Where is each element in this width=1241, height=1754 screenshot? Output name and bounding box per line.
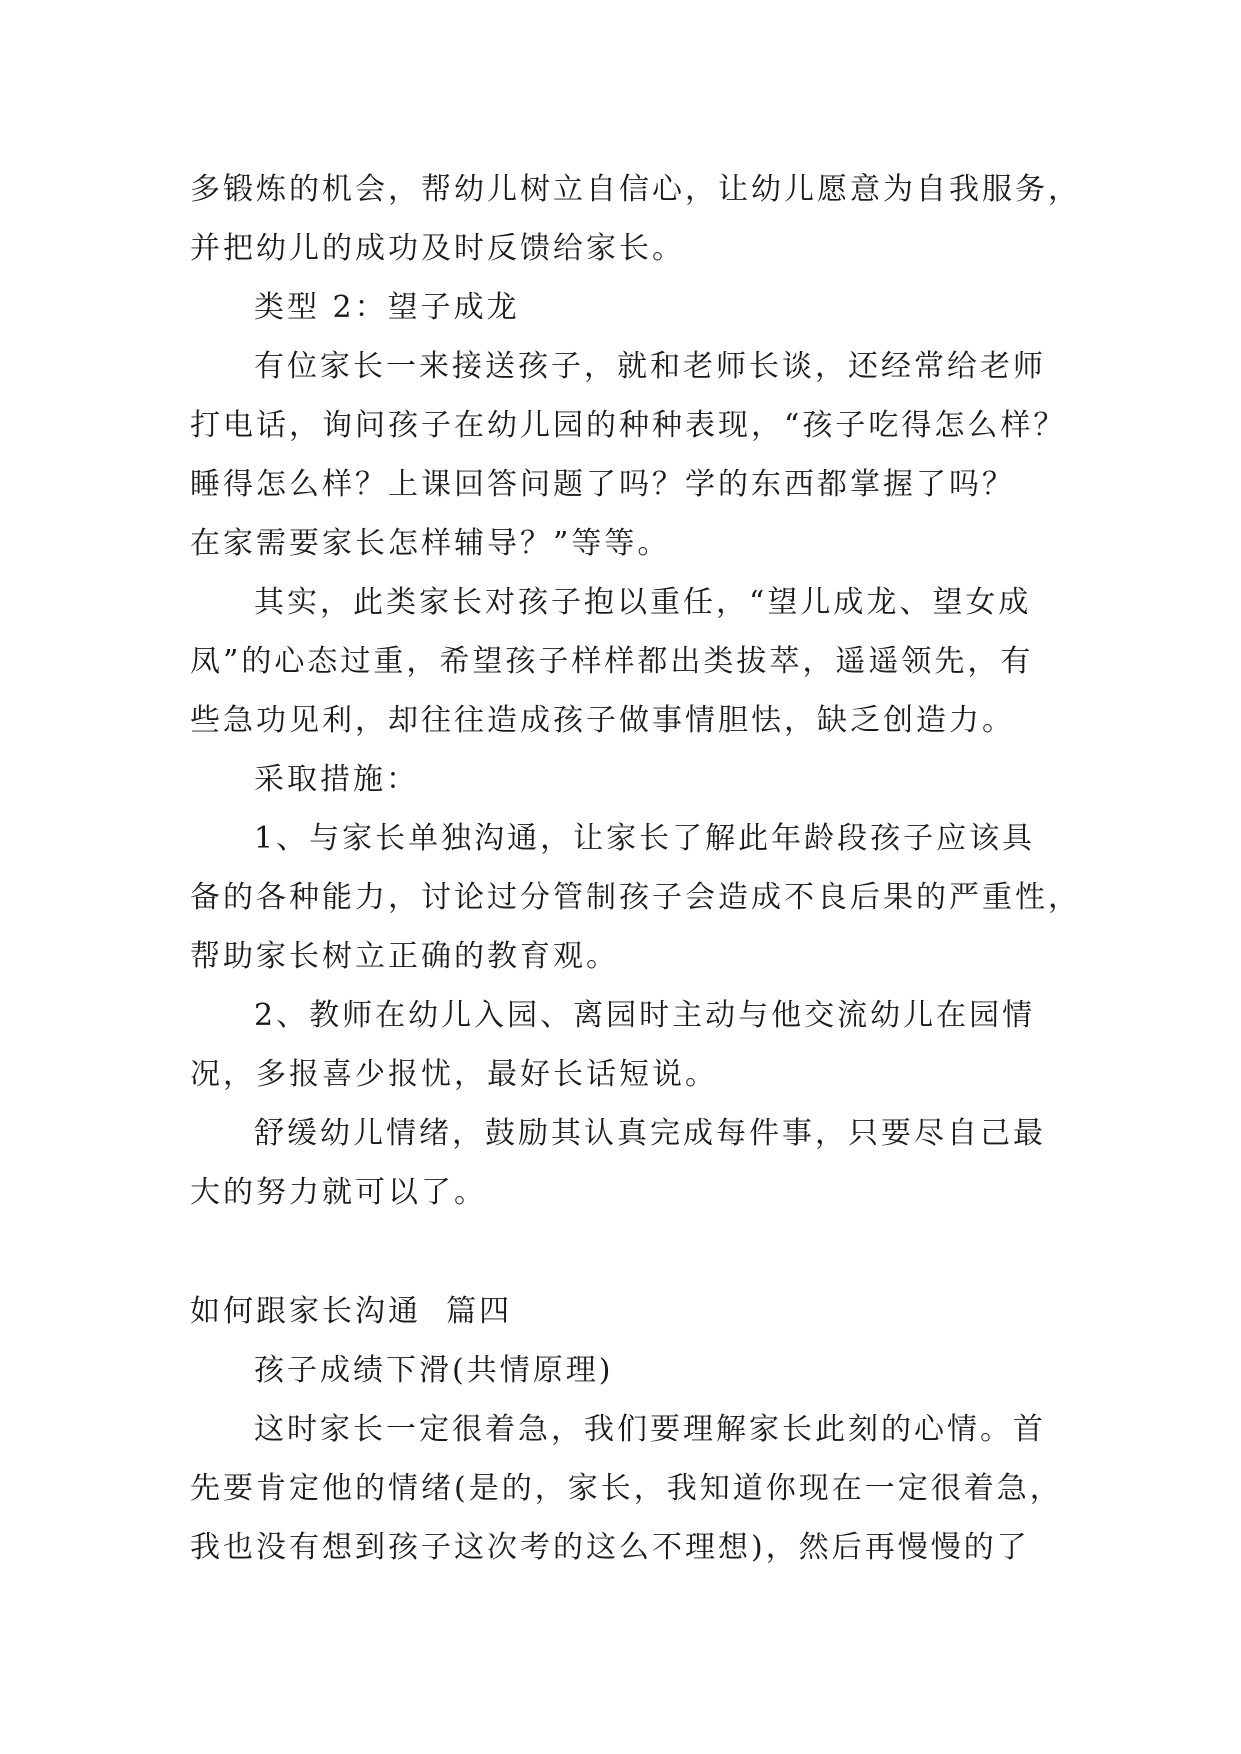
text-line: 1、与家长单独沟通，让家长了解此年龄段孩子应该具 [254,821,1036,856]
text-line: 其实，此类家长对孩子抱以重任，“望儿成龙、望女成 [254,585,1032,620]
text-line: 在家需要家长怎样辅导？”等等。 [190,526,671,561]
text-line: 帮助家长树立正确的教育观。 [190,939,619,974]
text-line: 这时家长一定很着急，我们要理解家长此刻的心情。首 [254,1412,1046,1447]
text-line: 有位家长一来接送孩子，就和老师长谈，还经常给老师 [254,349,1046,384]
text-line: 打电话，询问孩子在幼儿园的种种表现，“孩子吃得怎么样？ [190,408,1067,443]
text-line: 大的努力就可以了。 [190,1175,487,1210]
text-line: 我也没有想到孩子这次考的这么不理想)，然后再慢慢的了 [190,1530,1030,1565]
type-heading: 类型 2：望子成龙 [254,290,520,325]
measures-heading: 采取措施： [254,762,419,797]
text-line: 舒缓幼儿情绪，鼓励其认真完成每件事，只要尽自己最 [254,1116,1046,1151]
text-line: 2、教师在幼儿入园、离园时主动与他交流幼儿在园情 [254,998,1036,1033]
section-spacer [190,1222,1050,1282]
text-line: 备的各种能力，讨论过分管制孩子会造成不良后果的严重性， [190,880,1081,915]
section-subheading: 孩子成绩下滑(共情原理) [254,1353,614,1388]
section-heading: 如何跟家长沟通 篇四 [190,1294,513,1329]
text-line: 况，多报喜少报忧，最好长话短说。 [190,1057,718,1092]
text-line: 凤”的心态过重，希望孩子样样都出类拔萃，遥遥领先，有 [190,644,1034,679]
text-line: 睡得怎么样？上课回答问题了吗？学的东西都掌握了吗？ [190,467,1015,502]
text-line: 并把幼儿的成功及时反馈给家长。 [190,231,685,266]
text-line: 些急功见利，却往往造成孩子做事情胆怯，缺乏创造力。 [190,703,1015,738]
document-body [190,160,1081,1577]
text-line: 先要肯定他的情绪(是的，家长，我知道你现在一定很着急， [190,1471,1063,1506]
text-line: 多锻炼的机会，帮幼儿树立自信心，让幼儿愿意为自我服务， [190,172,1081,207]
